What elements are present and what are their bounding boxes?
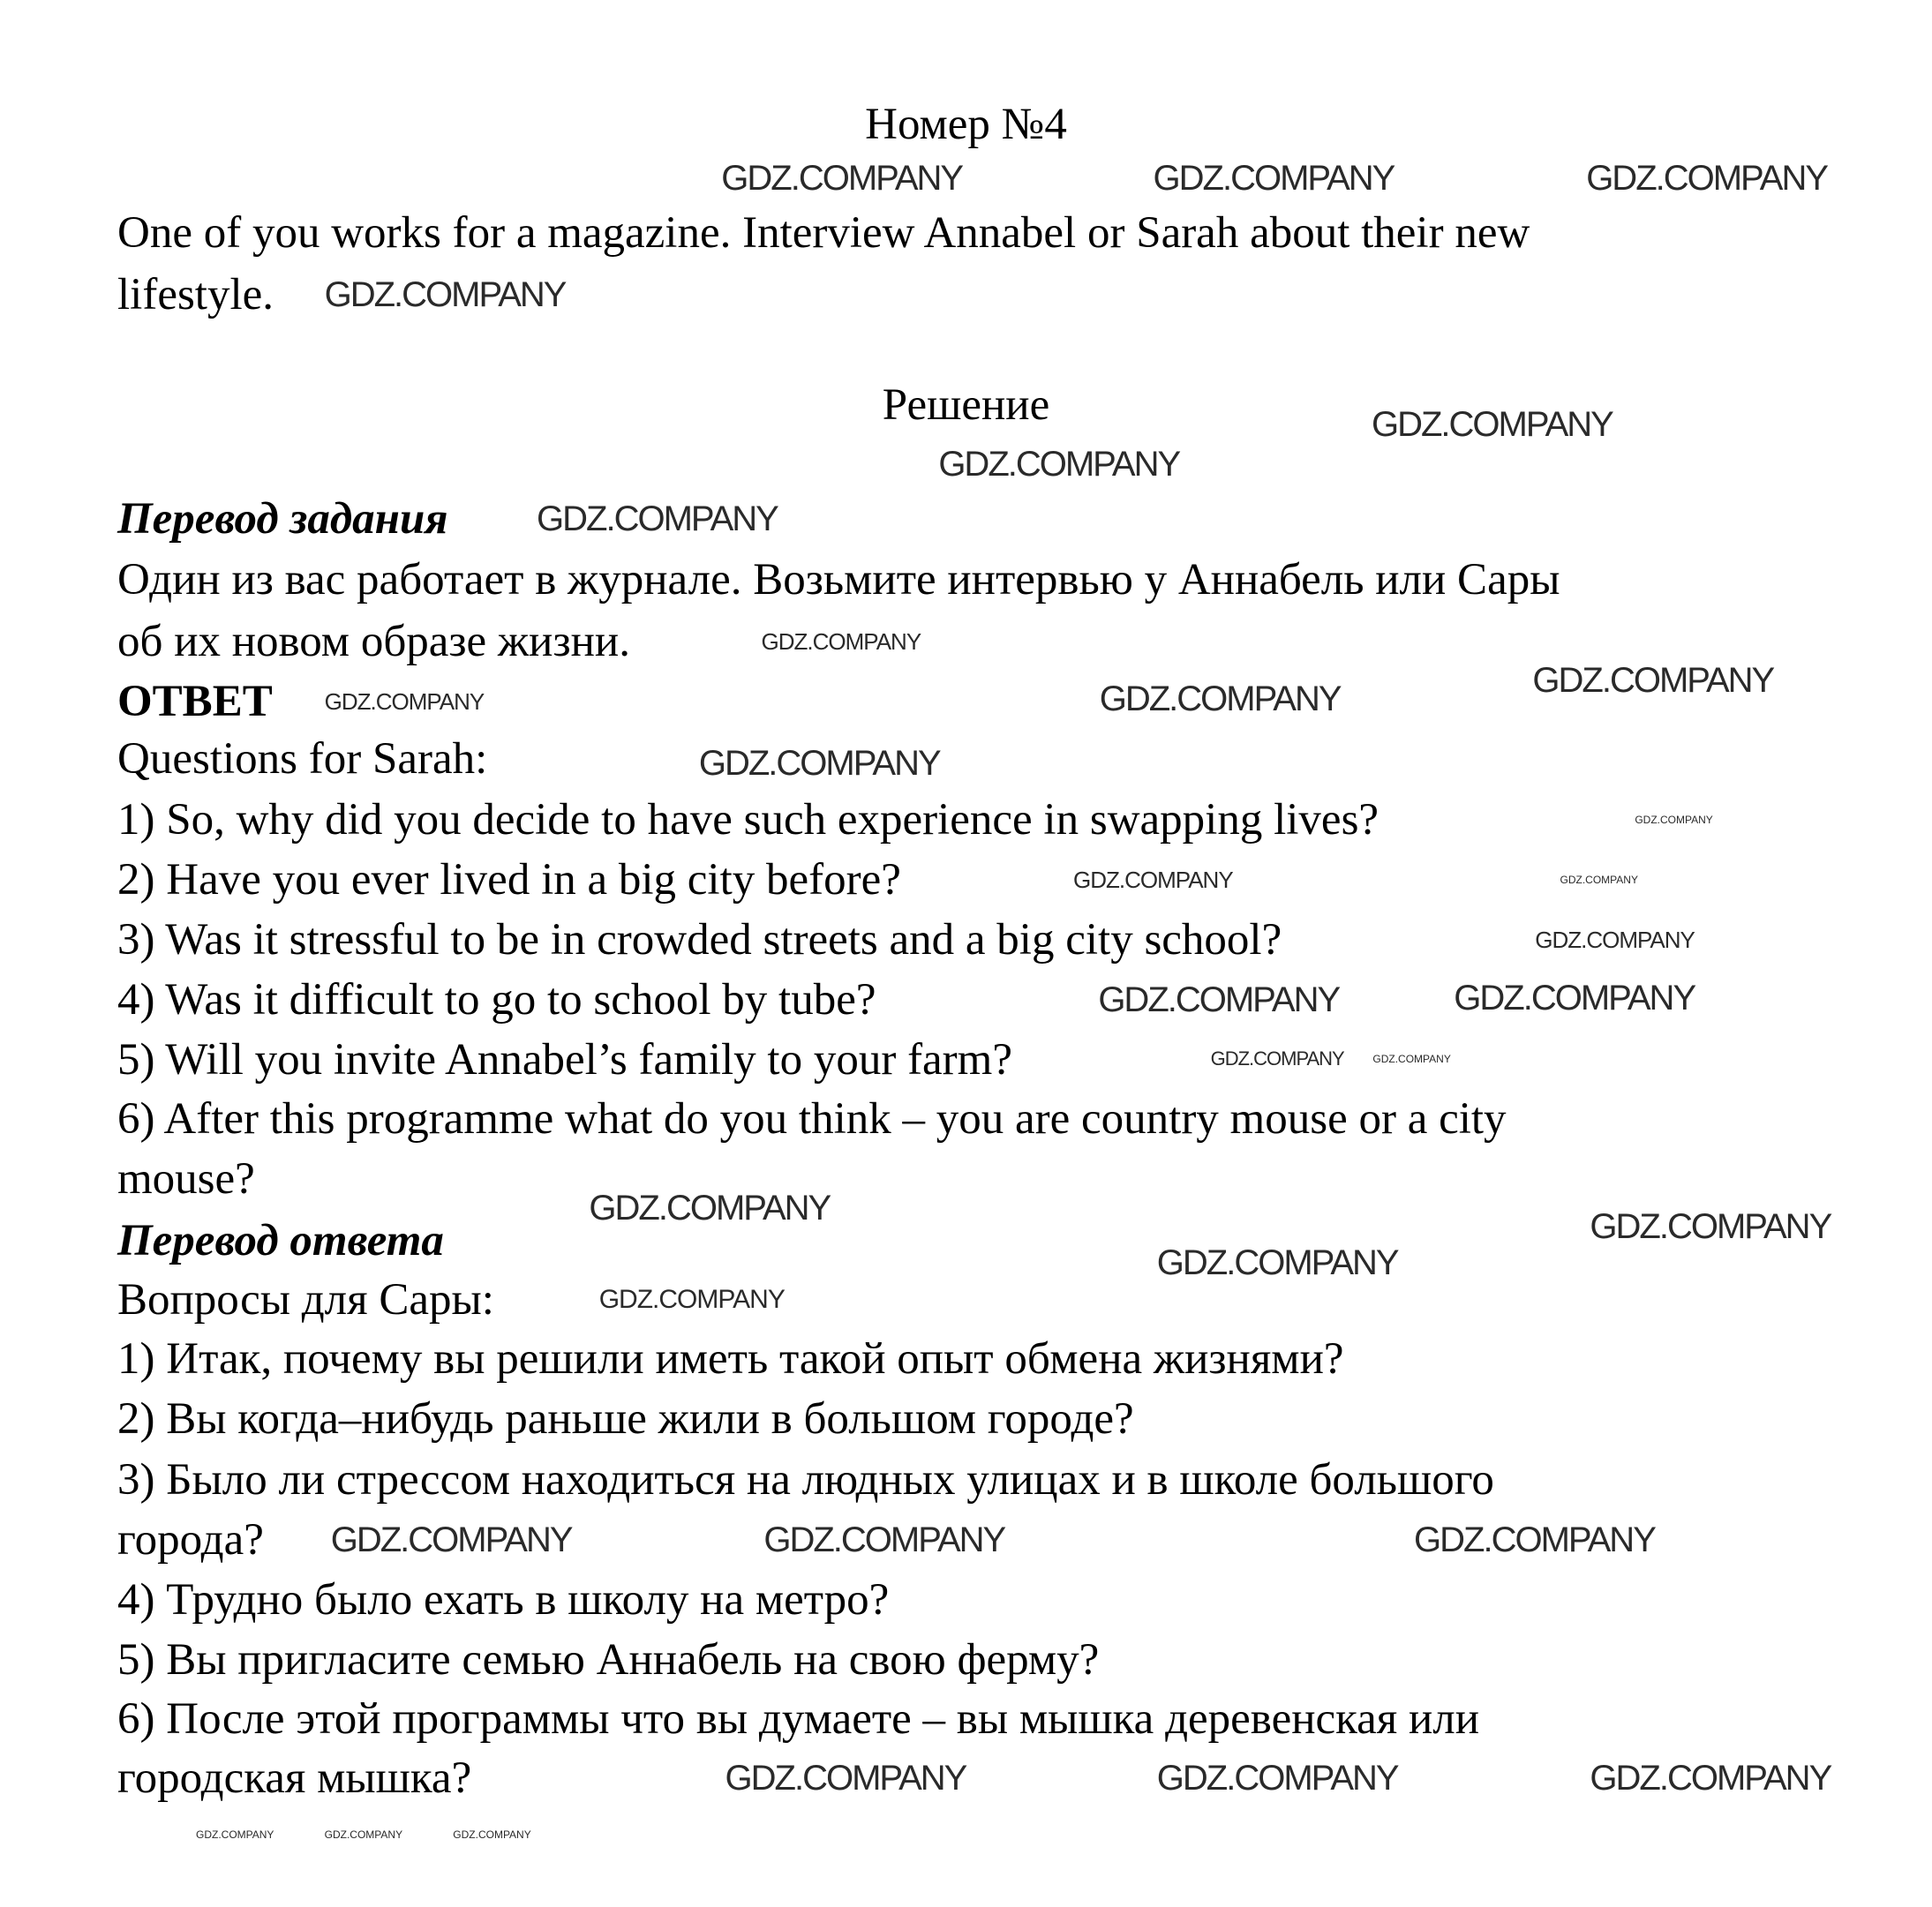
translated-question: 3) Было ли стрессом находиться на людных улицах и в школе большого [117,1455,1494,1505]
task-translation-line-2: об их новом образе жизни. [117,617,630,666]
watermark: GDZ.COMPANY [330,1520,572,1559]
watermark: GDZ.COMPANY [1156,1243,1398,1282]
task-line-1: One of you works for a magazine. Interview Annabel or Sarah about their new [117,208,1530,258]
watermark: GDZ.COMPANY [1073,866,1233,893]
watermark: GDZ.COMPANY [1586,159,1828,199]
watermark: GDZ.COMPANY [1099,679,1341,718]
answer-question: 1) So, why did you decide to have such experience in swapping lives? [117,795,1379,845]
task-translation-heading: Перевод задания [117,494,448,544]
watermark: GDZ.COMPANY [324,274,566,314]
watermark: GDZ.COMPANY [1454,979,1695,1018]
answer-intro: Questions for Sarah: [117,734,488,784]
translated-question: 4) Трудно было ехать в школу на метро? [117,1575,890,1625]
answer-heading: ОТВЕТ [117,677,273,726]
answer-question: 2) Have you ever lived in a big city before? [117,855,901,905]
watermark: GDZ.COMPANY [1414,1520,1655,1559]
watermark: GDZ.COMPANY [1156,1758,1398,1798]
watermark: GDZ.COMPANY [698,744,940,784]
task-translation-line-1: Один из вас работает в журнале. Возьмите интервью у Аннабель или Сары [117,555,1560,604]
answer-translation-heading: Перевод ответа [117,1216,444,1265]
watermark: GDZ.COMPANY [324,687,485,715]
watermark: GDZ.COMPANY [1153,159,1394,199]
answer-question: 3) Was it stressful to be in crowded streets and a big city school? [117,915,1282,965]
page-title: Номер №4 [865,100,1067,149]
answer-translation-intro: Вопросы для Сары: [117,1275,494,1325]
watermark: GDZ.COMPANY [589,1188,831,1228]
watermark: GDZ.COMPANY [1210,1047,1344,1070]
watermark: GDZ.COMPANY [761,627,921,655]
watermark: GDZ.COMPANY [1535,926,1695,953]
watermark: GDZ.COMPANY [598,1285,785,1315]
watermark: GDZ.COMPANY [763,1520,1005,1559]
translated-question: 2) Вы когда–нибудь раньше жили в большом городе? [117,1394,1134,1444]
watermark: GDZ.COMPANY [721,159,963,199]
watermark: GDZ.COMPANY [195,1828,274,1841]
watermark: GDZ.COMPANY [537,499,778,539]
watermark: GDZ.COMPANY [1590,1206,1831,1246]
answer-question: 5) Will you invite Annabel’s family to your farm? [117,1035,1012,1085]
answer-question-cont: mouse? [117,1154,255,1204]
translated-question: 6) После этой программы что вы думаете – вы мышка деревенская или [117,1694,1480,1744]
watermark: GDZ.COMPANY [324,1828,403,1841]
translated-question: 1) Итак, почему вы решили иметь такой опыт обмена жизнями? [117,1334,1344,1384]
watermark: GDZ.COMPANY [725,1758,966,1798]
answer-question: 4) Was it difficult to go to school by tube? [117,975,876,1025]
watermark: GDZ.COMPANY [1372,1053,1451,1066]
task-line-2: lifestyle. [117,270,274,319]
watermark: GDZ.COMPANY [1098,980,1340,1019]
watermark: GDZ.COMPANY [938,445,1180,484]
translated-question-cont: городская мышка? [117,1753,472,1803]
watermark: GDZ.COMPANY [1371,404,1613,444]
translated-question-cont: города? [117,1515,264,1565]
translated-question: 5) Вы пригласите семью Аннабель на свою ферму? [117,1635,1100,1685]
watermark: GDZ.COMPANY [1532,660,1774,700]
watermark: GDZ.COMPANY [1635,813,1713,826]
solution-heading: Решение [882,380,1050,430]
answer-question: 6) After this programme what do you think – you are country mouse or a city [117,1094,1507,1144]
watermark: GDZ.COMPANY [1560,873,1638,886]
watermark: GDZ.COMPANY [453,1828,531,1841]
watermark: GDZ.COMPANY [1590,1758,1831,1798]
